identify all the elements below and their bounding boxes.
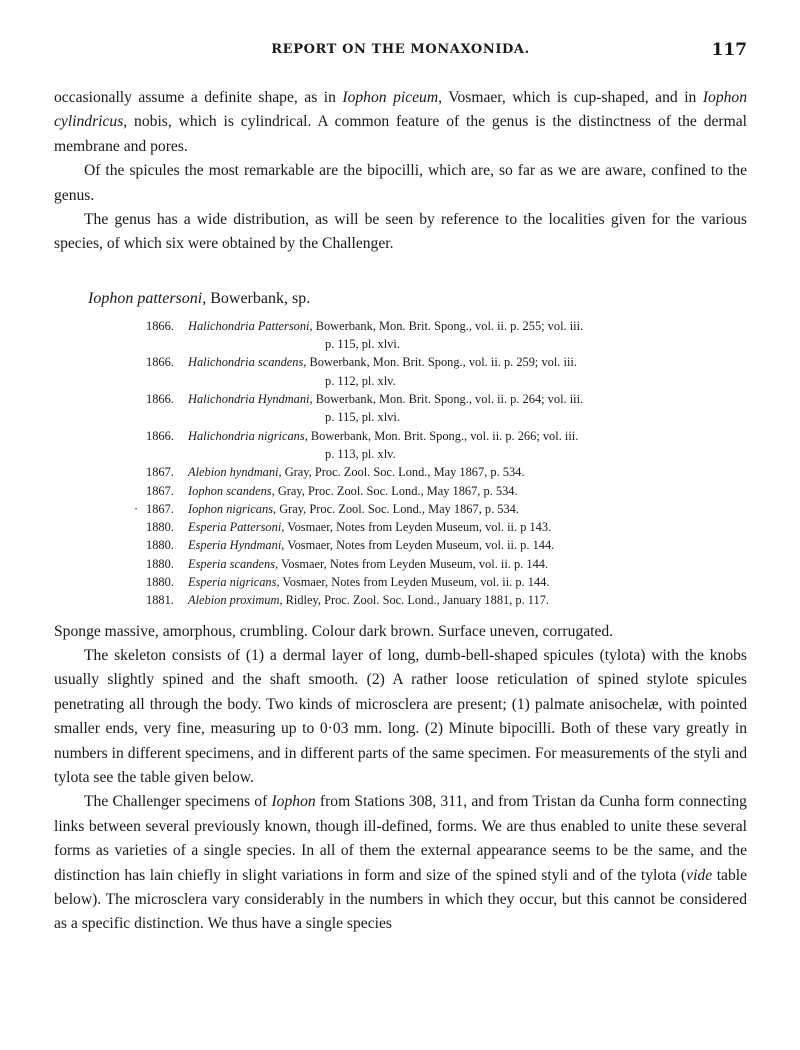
synonymy-entry: 1880. Esperia nigricans, Vosmaer, Notes from Leyden Museum, vol. ii. p. 144. [146,575,550,589]
margin-mark: · [134,501,139,516]
taxon-name: Iophon piceum [342,89,439,106]
running-head: REPORT ON THE MONAXONIDA. [271,42,530,57]
synonymy-entry: 1867. Alebion hyndmani, Gray, Proc. Zool. Soc. Lond., May 1867, p. 534. [146,465,525,480]
synonymy-entry: 1880. Esperia Hyndmani, Vosmaer, Notes from Leyden Museum, vol. ii. p. 144. [146,538,555,553]
synonymy-entry: 1867. Iophon scandens, Gray, Proc. Zool. Soc. Lond., May 1867, p. 534. [146,483,518,498]
paragraph-1: occasionally assume a definite shape, as in Iophon piceum, Vosmaer, which is cup-shaped, and in Iophon cylindricus, nobis, which is cylindrical. A common feature of the genus is the distinctness of the dermal membrane and pores. [54,89,748,155]
paragraph-6: The Challenger specimens of Iophon from Stations 308, 311, and from Tristan da Cunha form connecting links between several previously known, though ill-defined, forms. We are thus enabled to unite these several forms as varieties of a single species. In all of them the external appearance seems to be the same, and the distinction has lain chiefly in slight variations in form and size of the spined styli and of the tylota (vide table below). The microsclera vary considerably in the numbers in which they occur, but this cannot be considered as a specific distinction. We thus have a single species [54,793,747,933]
species-heading: Iophon pattersoni, Bowerbank, sp. [88,289,311,307]
paragraph-2: Of the spicules the most remarkable are the bipocilli, which are, so far as we are aware, confined to the genus. [54,162,747,204]
synonymy-entry: 1866. Halichondria nigricans, Bowerbank, Mon. Brit. Spong., vol. ii. p. 266; vol. iii. p. 113, pl. xlv. [146,428,579,461]
synonymy-entry: 1866. Halichondria Hyndmani, Bowerbank, Mon. Brit. Spong., vol. ii. p. 264; vol. iii. p. 115, pl. xlvi. [146,392,584,425]
taxon-name: Iophon [271,793,316,811]
synonymy-entry: 1880. Esperia Pattersoni, Vosmaer, Notes from Leyden Museum, vol. ii. p 143. [146,520,552,535]
paragraph-3: The genus has a wide distribution, as will be seen by reference to the localities given for the various species, of which six were obtained by the Challenger. [54,211,747,253]
taxon-name: Iophon cylindricus [54,89,748,131]
page [54,40,747,937]
paragraph-4: Sponge massive, amorphous, crumbling. Colour dark brown. Surface uneven, corrugated. [54,622,614,640]
synonymy-entry: 1881. Alebion proximum, Ridley, Proc. Zool. Soc. Lond., January 1881, p. 117. [146,593,550,608]
paragraph-5: The skeleton consists of (1) a dermal layer of long, dumb-bell-shaped spicules (tylota) with the knobs usually slightly spined and the shaft smooth. (2) A rather loose reticulation of spined stylote spicules penetrating all through the body. Two kinds of microsclera are present; (1) palmate anisochelæ, with pointed smaller ends, very fine, measuring up to 0·03 mm. long. (2) Minute bipocilli. Both of these vary greatly in numbers in different specimens, and in different parts of the same specimen. For measurements of the styli and tylota see the table given below. [54,647,747,787]
synonymy-entry: 1866. Halichondria scandens, Bowerbank, Mon. Brit. Spong., vol. ii. p. 259; vol. iii. p. 112, pl. xlv. [146,355,577,388]
synonymy-entry: 1866. Halichondria Pattersoni, Bowerbank, Mon. Brit. Spong., vol. ii. p. 255; vol. iii. p. 115, pl. xlvi. [146,318,584,352]
page-number: 117 [711,40,747,60]
page-header [54,40,747,70]
synonymy-list [134,317,742,610]
synonymy-entry: 1880. Esperia scandens, Vosmaer, Notes from Leyden Museum, vol. ii. p. 144. [146,556,549,571]
synonymy-entry: · 1867. Iophon nigricans, Gray, Proc. Zool. Soc. Lond., May 1867, p. 534. [146,500,742,518]
